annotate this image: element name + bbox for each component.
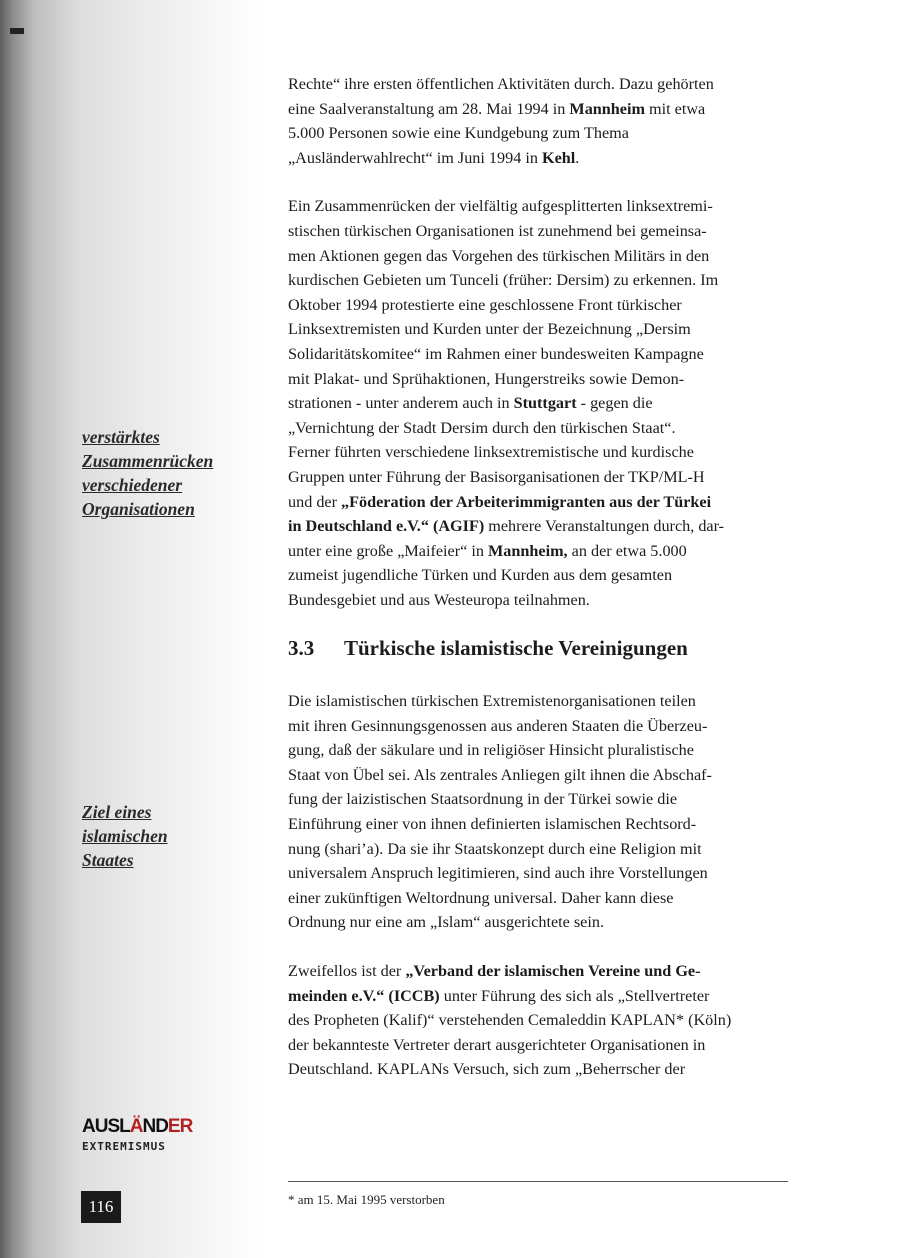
text-line: Linksextremisten und Kurden unter der Bezeichnung „Dersim bbox=[288, 320, 691, 339]
margin-note-line: Staates bbox=[82, 850, 134, 870]
text-line: Gruppen unter Führung der Basisorganisationen der TKP/ML-H bbox=[288, 467, 705, 486]
text-line: der bekannteste Vertreter derart ausgerichteter Organisationen in bbox=[288, 1035, 706, 1054]
text-line: Ferner führten verschiedene linksextremistische und kurdische bbox=[288, 443, 694, 462]
text-line: Oktober 1994 protestierte eine geschlossene Front türkischer bbox=[288, 295, 682, 314]
page-number: 116 bbox=[81, 1191, 121, 1223]
text-line: kurdischen Gebieten um Tunceli (früher: Dersim) zu erkennen. Im bbox=[288, 271, 719, 290]
text-line: und der „Föderation der Arbeiterimmigranten aus der Türkei bbox=[288, 492, 712, 511]
text-line: einer zukünftigen Weltordnung universal. Daher kann diese bbox=[288, 888, 674, 907]
auslaender-extremismus-logo bbox=[82, 1112, 193, 1153]
binding-mark bbox=[10, 28, 24, 34]
text-line: zumeist jugendliche Türken und Kurden aus dem gesamten bbox=[288, 566, 673, 585]
text-line: Deutschland. KAPLANs Versuch, sich zum „Beherrscher der bbox=[288, 1060, 686, 1079]
text-line: Die islamistischen türkischen Extremistenorganisationen teilen bbox=[288, 692, 696, 711]
text-line: Ordnung nur eine am „Islam“ ausgerichtete sein. bbox=[288, 913, 604, 932]
text-line: gung, daß der säkulare und in religiöser Hinsicht pluralistische bbox=[288, 741, 694, 760]
logo-subtitle: EXTREMISMUS bbox=[82, 1140, 166, 1153]
text-line: „Ausländerwahlrecht“ im Juni 1994 in Kehl. bbox=[288, 148, 580, 167]
text-line: in Deutschland e.V.“ (AGIF) mehrere Veranstaltungen durch, dar- bbox=[288, 517, 725, 536]
margin-note-islamic-state bbox=[82, 800, 168, 872]
margin-note-reinforced-rapprochement bbox=[82, 425, 213, 521]
page-margin bbox=[0, 0, 262, 1258]
text-line: Rechte“ ihre ersten öffentlichen Aktivitäten durch. Dazu gehörten bbox=[288, 75, 714, 93]
footnote-divider bbox=[288, 1181, 788, 1182]
text-line: des Propheten (Kalif)“ verstehenden Cemaleddin KAPLAN* (Köln) bbox=[288, 1011, 732, 1030]
paragraph bbox=[288, 959, 798, 1082]
text-line: Ein Zusammenrücken der vielfältig aufgesplitterten linksextremi- bbox=[288, 197, 713, 216]
margin-note-line: Zusammenrücken bbox=[82, 451, 214, 471]
text-line: men Aktionen gegen das Vorgehen des türkischen Militärs in den bbox=[288, 246, 710, 265]
text-line: mit Plakat- und Sprühaktionen, Hungerstreiks sowie Demon- bbox=[288, 369, 685, 388]
text-line: Zweifellos ist der „Verband der islamischen Vereine und Ge- bbox=[288, 962, 701, 980]
text-line: Bundesgebiet und aus Westeuropa teilnahmen. bbox=[288, 590, 590, 609]
section-number: 3.3 bbox=[288, 636, 315, 661]
paragraph bbox=[288, 72, 798, 170]
text-line: Staat von Übel sei. Als zentrales Anliegen gilt ihnen die Abschaf- bbox=[288, 765, 712, 784]
text-line: meinden e.V.“ (ICCB) unter Führung des sich als „Stellvertreter bbox=[288, 986, 710, 1005]
text-line: mit ihren Gesinnungsgenossen aus anderen Staaten die Überzeu- bbox=[288, 716, 708, 735]
logo-wordmark: AUSL Ä ND ER bbox=[82, 1116, 193, 1137]
text-line: 5.000 Personen sowie eine Kundgebung zum Thema bbox=[288, 124, 629, 143]
paragraph bbox=[288, 194, 798, 612]
text-line: unter eine große „Maifeier“ in Mannheim, an der etwa 5.000 bbox=[288, 541, 687, 560]
text-line: nung (shari’a). Da sie ihr Staatskonzept durch eine Religion mit bbox=[288, 839, 702, 858]
text-line: universalem Anspruch legitimieren, sind auch ihre Vorstellungen bbox=[288, 864, 708, 883]
paragraph bbox=[288, 689, 798, 935]
margin-note-line: verstärktes bbox=[82, 427, 160, 447]
text-line: eine Saalveranstaltung am 28. Mai 1994 in Mannheim mit etwa bbox=[288, 99, 706, 118]
main-text bbox=[288, 72, 798, 1106]
section-heading bbox=[288, 636, 798, 661]
text-line: strationen - unter anderem auch in Stuttgart - gegen die bbox=[288, 394, 653, 413]
margin-note-line: Ziel eines bbox=[82, 802, 152, 822]
text-line: „Vernichtung der Stadt Dersim durch den türkischen Staat“. bbox=[288, 418, 676, 437]
margin-note-line: islamischen bbox=[82, 826, 168, 846]
section-title: Türkische islamistische Vereinigungen bbox=[344, 636, 688, 661]
text-line: stischen türkischen Organisationen ist zunehmend bei gemeinsa- bbox=[288, 221, 707, 240]
footnote: * am 15. Mai 1995 verstorben bbox=[288, 1192, 445, 1207]
text-line: Solidaritätskomitee“ im Rahmen einer bundesweiten Kampagne bbox=[288, 344, 704, 363]
text-line: fung der laizistischen Staatsordnung in der Türkei sowie die bbox=[288, 790, 678, 809]
margin-note-line: Organisationen bbox=[82, 499, 195, 519]
text-line: Einführung einer von ihnen definierten islamischen Rechtsord- bbox=[288, 815, 697, 834]
margin-note-line: verschiedener bbox=[82, 475, 183, 495]
